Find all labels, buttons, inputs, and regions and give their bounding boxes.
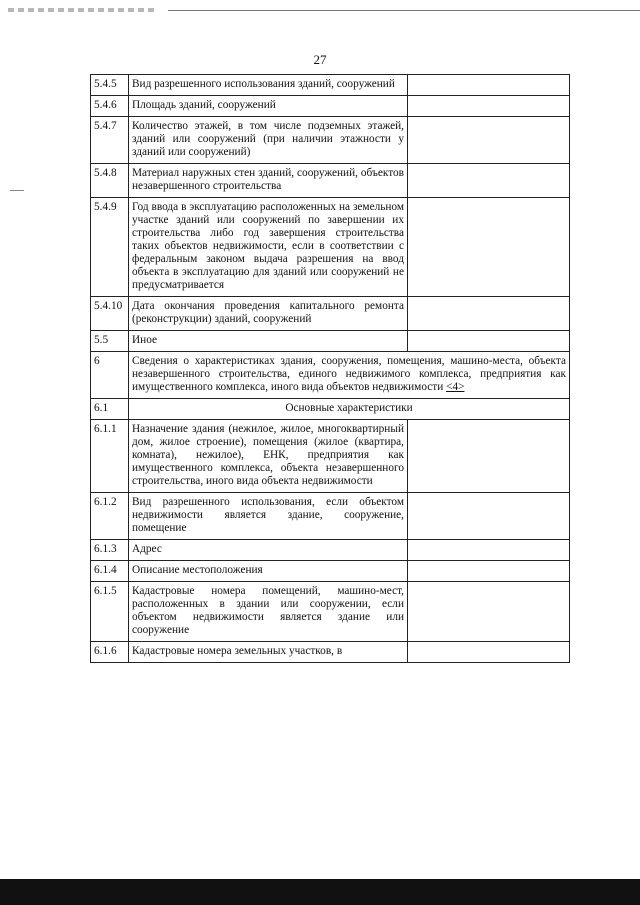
value-cell xyxy=(408,198,570,297)
value-cell xyxy=(408,96,570,117)
scan-top-line xyxy=(168,10,640,11)
row-description: Вид разрешенного использования зданий, сооружений xyxy=(129,75,408,96)
scan-header-artifact xyxy=(8,8,158,12)
row-description: Дата окончания проведения капитального ремонта (реконструкции) зданий, сооружений xyxy=(129,297,408,331)
subsection-row xyxy=(91,399,570,420)
value-cell xyxy=(408,297,570,331)
table-row xyxy=(91,561,570,582)
row-number: 5.4.9 xyxy=(91,198,129,297)
row-description: Описание местоположения xyxy=(129,561,408,582)
section-number: 6 xyxy=(91,352,129,399)
row-number: 5.4.10 xyxy=(91,297,129,331)
row-description: Кадастровые номера помещений, машино-мест, расположенных в здании или сооружении, если объектом недвижимости является здание или сооружение xyxy=(129,582,408,642)
row-number: 6.1.6 xyxy=(91,642,129,663)
value-cell xyxy=(408,642,570,663)
row-description: Количество этажей, в том числе подземных этажей, зданий или сооружений (при наличии этажности у зданий или сооружений) xyxy=(129,117,408,164)
value-cell xyxy=(408,540,570,561)
row-description: Материал наружных стен зданий, сооружений, объектов незавершенного строительства xyxy=(129,164,408,198)
row-description: Год ввода в эксплуатацию расположенных на земельном участке зданий или сооружений по завершении их строительства либо год завершения строительства таких объектов недвижимости, если в соответствии с федеральным законом выдача разрешения на ввод объекта в эксплуатацию для зданий или сооружений не предусматривается xyxy=(129,198,408,297)
footnote-link[interactable]: <4> xyxy=(446,381,465,393)
table-row xyxy=(91,96,570,117)
table-row xyxy=(91,540,570,561)
row-number: 6.1.4 xyxy=(91,561,129,582)
subsection-heading: Основные характеристики xyxy=(129,399,570,420)
table-row xyxy=(91,642,570,663)
table-row xyxy=(91,582,570,642)
value-cell xyxy=(408,493,570,540)
section-heading-text: Сведения о характеристиках здания, сооружения, помещения, машино-места, объекта незавершенного строительства, единого недвижимого комплекса, предприятия как имущественного комплекса, иного вида объектов недвижимости xyxy=(132,355,566,393)
table-row xyxy=(91,198,570,297)
table-row xyxy=(91,493,570,540)
value-cell xyxy=(408,582,570,642)
table-row xyxy=(91,420,570,493)
section-row xyxy=(91,352,570,399)
scan-margin-mark xyxy=(10,190,24,191)
row-description: Назначение здания (нежилое, жилое, многоквартирный дом, жилое строение), помещения (жилое (квартира, комната), нежилое), ЕНК, предприятия как имущественного комплекса, объекта незавершенного строительства, иного вида объекта недвижимости xyxy=(129,420,408,493)
scan-bottom-edge xyxy=(0,879,640,905)
value-cell xyxy=(408,561,570,582)
row-description: Иное xyxy=(129,331,408,352)
value-cell xyxy=(408,117,570,164)
section-heading xyxy=(129,352,570,399)
row-description: Кадастровые номера земельных участков, в xyxy=(129,642,408,663)
table-row xyxy=(91,117,570,164)
table-row xyxy=(91,164,570,198)
row-number: 5.4.5 xyxy=(91,75,129,96)
value-cell xyxy=(408,420,570,493)
table-row xyxy=(91,75,570,96)
value-cell xyxy=(408,75,570,96)
row-description: Площадь зданий, сооружений xyxy=(129,96,408,117)
value-cell xyxy=(408,331,570,352)
characteristics-table xyxy=(90,74,570,663)
row-number: 5.4.6 xyxy=(91,96,129,117)
page-number: 27 xyxy=(313,52,327,67)
table-row xyxy=(91,331,570,352)
row-number: 5.4.8 xyxy=(91,164,129,198)
row-description: Вид разрешенного использования, если объектом недвижимости является здание, сооружение, помещение xyxy=(129,493,408,540)
row-number: 5.4.7 xyxy=(91,117,129,164)
row-description: Адрес xyxy=(129,540,408,561)
row-number: 6.1.5 xyxy=(91,582,129,642)
section-number: 6.1 xyxy=(91,399,129,420)
row-number: 6.1.3 xyxy=(91,540,129,561)
value-cell xyxy=(408,164,570,198)
row-number: 6.1.1 xyxy=(91,420,129,493)
row-number: 6.1.2 xyxy=(91,493,129,540)
table-row xyxy=(91,297,570,331)
row-number: 5.5 xyxy=(91,331,129,352)
